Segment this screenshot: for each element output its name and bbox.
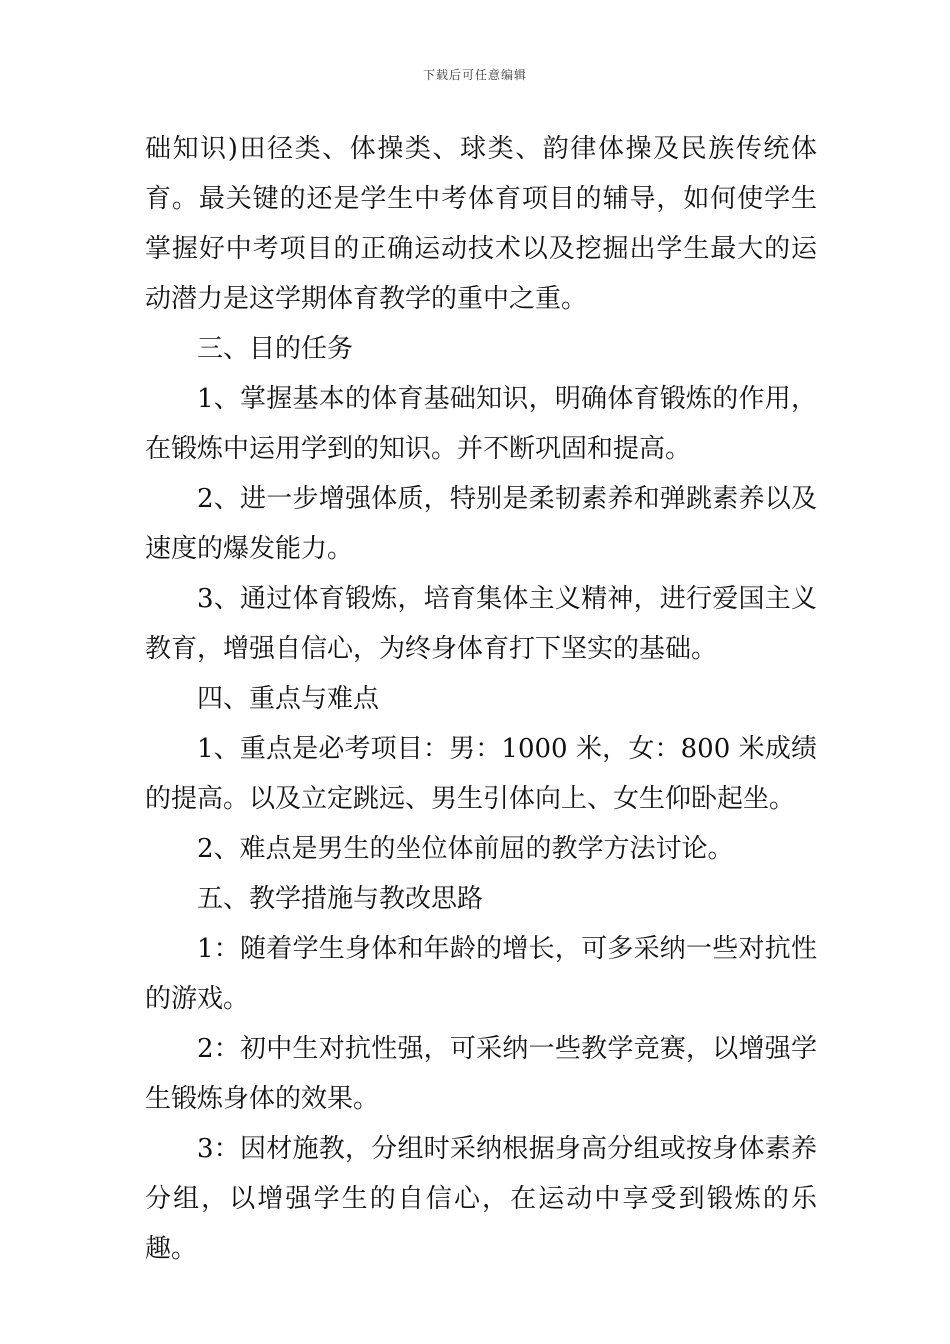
measure-item-1: 1：随着学生身体和年龄的增长，可多采纳一些对抗性的游戏。 [145, 934, 817, 1014]
objective-item-2: 2、进一步增强体质，特别是柔韧素养和弹跳素养以及速度的爆发能力。 [145, 484, 817, 564]
paragraph-continuation: 础知识)田径类、体操类、球类、韵律体操及民族传统体育。最关键的还是学生中考体育项目的辅导，如何使学生掌握好中考项目的正确运动技术以及挖掘出学生最大的运动潜力是这学期体育教学的重中之重。 [145, 134, 817, 314]
document-body [145, 124, 817, 1274]
key-point-item-1: 1、重点是必考项目：男：1000 米，女：800 米成绩的提高。以及立定跳远、男生引体向上、女生仰卧起坐。 [145, 734, 817, 814]
section-heading-measures: 五、教学措施与教改思路 [197, 884, 484, 914]
section-heading-objectives: 三、目的任务 [197, 334, 354, 364]
section-heading-key-points: 四、重点与难点 [197, 684, 380, 714]
objective-item-3: 3、通过体育锻炼，培育集体主义精神，进行爱国主义教育，增强自信心，为终身体育打下坚实的基础。 [145, 584, 817, 664]
key-point-item-2: 2、难点是男生的坐位体前屈的教学方法讨论。 [197, 834, 734, 864]
measure-item-3: 3：因材施教，分组时采纳根据身高分组或按身体素养分组，以增强学生的自信心，在运动中享受到锻炼的乐趣。 [145, 1134, 817, 1264]
measure-item-2: 2：初中生对抗性强，可采纳一些教学竞赛，以增强学生锻炼身体的效果。 [145, 1034, 817, 1114]
objective-item-1: 1、掌握基本的体育基础知识，明确体育锻炼的作用，在锻炼中运用学到的知识。并不断巩固和提高。 [145, 384, 817, 464]
page-header-note: 下载后可任意编辑 [422, 68, 527, 82]
